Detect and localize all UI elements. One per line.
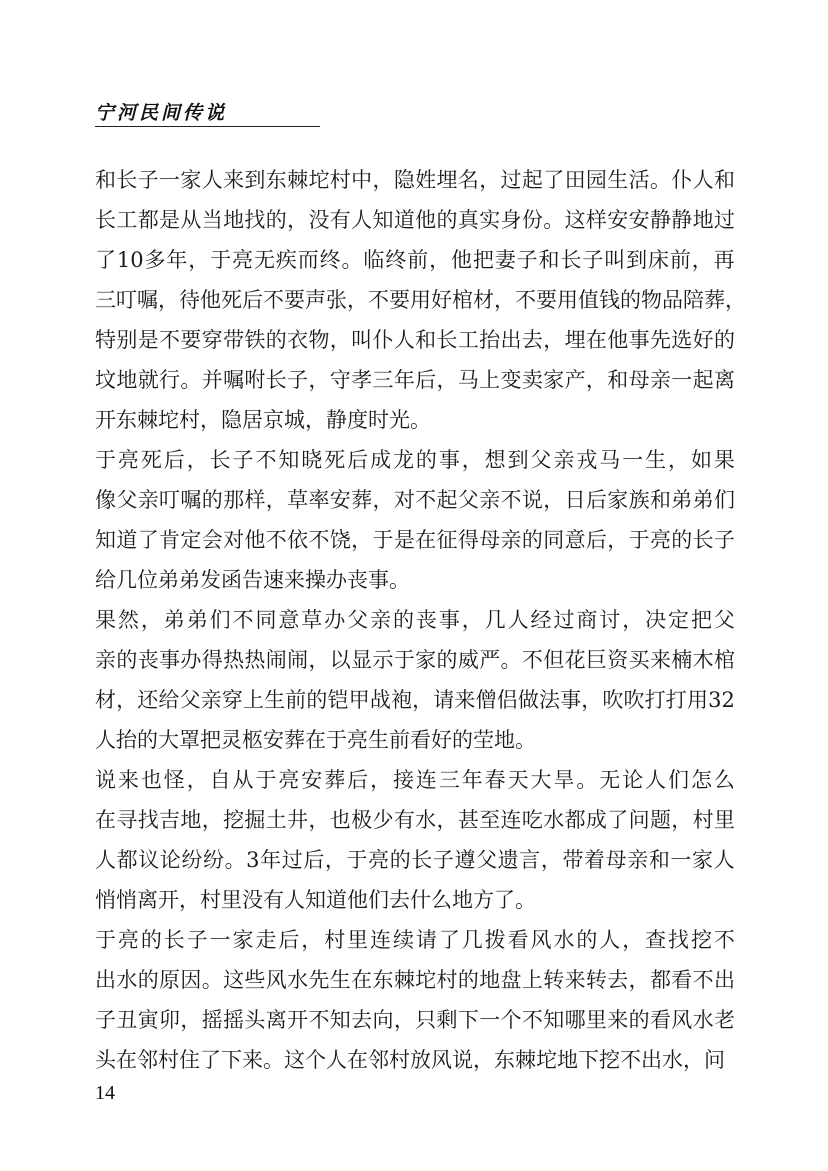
text-line: 开东棘坨村，隐居京城，静度时光。 bbox=[95, 408, 431, 432]
text-line: 像 父 亲 叮 嘱 的 那 样 ， 草 率 安 葬 ， 对 不 起 父 亲 不 说 ， 日 后 家 族 和 弟 弟 们 bbox=[95, 488, 735, 512]
text-line: 悄悄离开，村里没有人知道他们去什么地方了。 bbox=[95, 888, 536, 912]
text-line: 果 然 ， 弟 弟 们 不 同 意 草 办 父 亲 的 丧 事 ， 几 人 经 过 商 讨 ， 决 定 把 父 bbox=[95, 608, 735, 632]
header-underline bbox=[95, 126, 320, 127]
text-line: 人抬的大罩把灵柩安葬在于亮生前看好的茔地。 bbox=[95, 728, 536, 752]
page-number: 14 bbox=[95, 1082, 115, 1104]
text-line: 给几位弟弟发函告速来操办丧事。 bbox=[95, 568, 410, 592]
text-line: 出 水 的 原 因 。 这 些 风 水 先 生 在 东 棘 坨 村 的 地 盘 上 转 来 转 去 ， 都 看 不 出 bbox=[95, 968, 735, 992]
text-line: 头在邻村住了下来。这个人在邻村放风说，东棘坨地下挖不出水，问 bbox=[95, 1048, 725, 1072]
text-line: 坟 地 就 行 。 并 嘱 咐 长 子 ， 守 孝 三 年 后 ， 马 上 变 卖 家 产 ， 和 母 亲 一 起 离 bbox=[95, 368, 735, 392]
text-line: 亲 的 丧 事 办 得 热 热 闹 闹 ， 以 显 示 于 家 的 威 严 。 不 但 花 巨 资 买 来 楠 木 棺 bbox=[95, 648, 735, 672]
text-line: 在 寻 找 吉 地 ， 挖 掘 土 井 ， 也 极 少 有 水 ， 甚 至 连 吃 水 都 成 了 问 题 ， 村 里 bbox=[95, 808, 735, 832]
text-line: 三 叮 嘱 ， 待 他 死 后 不 要 声 张 ， 不 要 用 好 棺 材 ， 不 要 用 值 钱 的 物 品 陪 葬 ， bbox=[95, 288, 746, 312]
text-line: 子 丑 寅 卯 ， 摇 摇 头 离 开 不 知 去 向 ， 只 剩 下 一 个 不 知 哪 里 来 的 看 风 水 老 bbox=[95, 1008, 735, 1032]
text-line: 说 来 也 怪 ， 自 从 于 亮 安 葬 后 ， 接 连 三 年 春 天 大 旱 。 无 论 人 们 怎 么 bbox=[95, 768, 735, 792]
text-line: 材 ， 还 给 父 亲 穿 上 生 前 的 铠 甲 战 袍 ， 请 来 僧 侣 做 法 事 ， 吹 吹 打 打 用 32 bbox=[95, 688, 735, 712]
text-line: 了 10 多 年 ， 于 亮 无 疾 而 终 。 临 终 前 ， 他 把 妻 子 和 长 子 叫 到 床 前 ， 再 bbox=[95, 248, 735, 272]
body-text bbox=[95, 160, 746, 1080]
text-line: 和 长 子 一 家 人 来 到 东 棘 坨 村 中 ， 隐 姓 埋 名 ， 过 起 了 田 园 生 活 。 仆 人 和 bbox=[95, 168, 735, 192]
text-line: 知 道 了 肯 定 会 对 他 不 依 不 饶 ， 于 是 在 征 得 母 亲 的 同 意 后 ， 于 亮 的 长 子 bbox=[95, 528, 735, 552]
text-line: 长 工 都 是 从 当 地 找 的 ， 没 有 人 知 道 他 的 真 实 身 份 。 这 样 安 安 静 静 地 过 bbox=[95, 208, 735, 232]
text-line: 人 都 议 论 纷 纷 。 3 年 过 后 ， 于 亮 的 长 子 遵 父 遗 言 ， 带 着 母 亲 和 一 家 人 bbox=[95, 848, 735, 872]
text-line: 于 亮 的 长 子 一 家 走 后 ， 村 里 连 续 请 了 几 拨 看 风 水 的 人 ， 查 找 挖 不 bbox=[95, 928, 735, 952]
running-header-title: 宁河民间传说 bbox=[95, 102, 228, 124]
text-line: 于 亮 死 后 ， 长 子 不 知 晓 死 后 成 龙 的 事 ， 想 到 父 亲 戎 马 一 生 ， 如 果 bbox=[95, 448, 735, 472]
text-line: 特 别 是 不 要 穿 带 铁 的 衣 物 ， 叫 仆 人 和 长 工 抬 出 去 ， 埋 在 他 事 先 选 好 的 bbox=[95, 328, 735, 352]
